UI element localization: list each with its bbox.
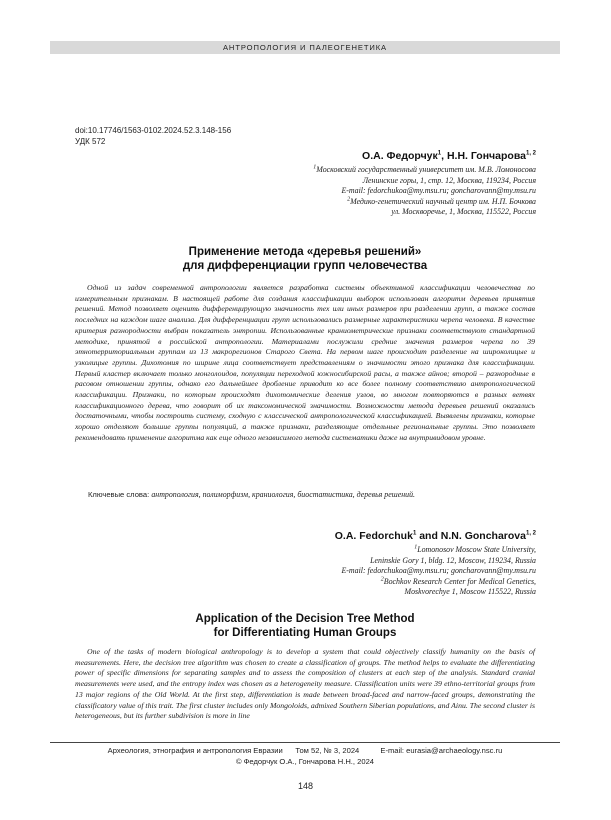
affiliation-text: Bochkov Research Center for Medical Genetics, [383,576,536,586]
affiliation-line [313,197,536,208]
title-ru-line-1: Применение метода «деревья решений» [188,246,422,258]
author-2-ru-sup: 1, 2 [525,150,536,157]
section-title: АНТРОПОЛОГИЯ И ПАЛЕОГЕНЕТИКА [222,43,388,52]
doi[interactable]: doi:10.17746/1563-0102.2024.52.3.148-156 [75,126,232,135]
affiliation-line [335,587,536,598]
affiliation-sup: 1 [414,544,418,551]
affiliation-text: Lomonosov Moscow State University, [417,545,536,554]
footer-divider [50,742,560,743]
affiliation-line [335,577,536,588]
footer-copyright: © Федорчук О.А., Гончарова Н.Н., 2024 [235,757,375,766]
affiliation-text: Медико-генетический научный центр им. Н.П. Бочкова [350,196,536,206]
footer-email[interactable]: E-mail: eurasia@archaeology.nsc.ru [380,746,503,755]
author-1-en: O.A. Fedorchuk [334,530,413,542]
affiliation-text: Leninskie Gory 1, bldg. 12, Moscow, 119234, Russia [370,555,536,565]
authors-en [335,530,536,598]
affiliation-text: Moskvorechye 1, Moscow 115522, Russia [404,587,536,597]
footer-journal: Археология, этнография и антропология Евразии [107,746,283,755]
author-1-ru: О.А. Федорчук [362,150,438,162]
affiliation-line [313,207,536,218]
keywords-values: антропология, полиморфизм, краниология, биостатистика, деревья решений. [151,490,415,499]
affiliation-text[interactable]: E-mail: fedorchukoa@my.msu.ru; goncharovann@my.msu.ru [341,566,536,576]
affiliation-sup: 2 [380,576,384,583]
title-ru-line-2: для дифференциации групп человечества [182,260,428,272]
author-2-ru: Н.Н. Гончарова [446,150,526,162]
authors-line-en [335,530,536,542]
affiliation-line [335,545,536,556]
author-2-en-sup: 1, 2 [525,530,536,537]
affiliation-text: Ленинские горы, 1, стр. 12, Москва, 119234, Россия [362,175,536,185]
keywords-label: Ключевые слова: [88,490,150,499]
author-1-ru-sup: 1 [437,150,442,157]
article-title-en [75,612,535,640]
affiliation-line [335,556,536,567]
abstract-ru-text: Одной из задач современной антропологии является разработка системы объективной классификации человечества по измерительным признакам. В настоящей работе для создания классификации выборок использован алгоритм деревьев принятия решений. Метод позволяет оценить дифференцирующую значимость тех или иных размеров при разделении групп, а также состав последних на каждом шаге анализа. Для дифференциации групп использовались размерные характеристики черепа человека. В качестве критерия разнородности выбран показатель энтропии. Использованные краниометрические признаки соответствуют стандартной методике, принятой в российской антропологии. Материалами послужили средние значения размеров черепа по 39 этнотерриториальным группам из 13 макрорегионов Старого Света. На первом шаге происходит разделение на широколицые и узколицые группы. Дихотомия по ширине лица соответствует представлениям о значимости этого признака для классификации. Первый кластер включает только монголоидов, популяции переходной южносибирской расы, а также айнов; второй – разнородные в расовом отношении группы, однако его дальнейшее дробление приводит ко все более полному соответствию антропологической классификации. Признаки, по которым происходят дихотомические деления узлов, во многом повторяются в разных ветвях классификационного дерева, что говорит об их таксономической значимости. Возможности метода деревьев решений оказались достаточными, чтобы построить систему, сходную с классической антропологической классификацией. Выявлены признаки, которые хорошо отделяют большие группы популяций, а также признаки, разделяющие отдельные региональные группы. Это позволяет рекомендовать применение алгоритма как еще одного независимого метода систематики даже на внутривидовом уровне. [75,283,535,442]
footer-journal-line [50,746,560,755]
affiliation-text: ул. Москворечье, 1, Москва, 115522, Россия [391,207,536,217]
authors-ru [313,150,536,218]
affiliation-text: Московский государственный университет им. М.В. Ломоносова [316,165,536,174]
footer-volume: Том 52, № 3, 2024 [295,746,360,755]
affiliation-email[interactable] [335,566,536,577]
title-en-line-1: Application of the Decision Tree Method [195,613,415,625]
affiliation-sup: 2 [347,196,351,203]
affiliation-line [313,165,536,176]
abstract-en-text: One of the tasks of modern biological anthropology is to develop a system that could objectively classify humanity on the basis of measurements. Here, the decision tree algorithm was chosen to create a classification of groups. The method helps to evaluate the differentiating power of specific dimensions for separating samples and to assess the composition of clusters at each step of the analysis. Standard cranial measurements were used, and the entropy index was chosen as a heterogeneity measure. Classification units were 39 ethno-territorial groups from 13 major regions of the Old World. At the first step, differentiation is made between broad-faced and narrow-faced groups, demonstrating the classificatory value of this trait. The first cluster includes only Mongoloids, admixed Southern Siberian populations, and Ainu. The second cluster is heterogeneous, but its further subdivision is more in line [75,647,535,721]
section-header [50,41,560,54]
affiliation-sup: 1 [313,164,317,171]
author-separator-en: and [416,530,441,542]
article-title-ru [75,245,535,273]
author-separator-ru: , [441,150,447,162]
title-en-line-2: for Differentiating Human Groups [213,627,397,639]
abstract-ru [75,283,535,444]
author-2-en: N.N. Goncharova [440,530,526,542]
keywords-ru [88,490,548,499]
affiliation-line [313,176,536,187]
affiliation-text[interactable]: E-mail: fedorchukoa@my.msu.ru; goncharovann@my.msu.ru [341,186,536,196]
udk-code: УДК 572 [75,137,106,146]
authors-line-ru [313,150,536,162]
author-1-en-sup: 1 [412,530,417,537]
page-number: 148 [297,781,314,791]
abstract-en [75,647,535,722]
